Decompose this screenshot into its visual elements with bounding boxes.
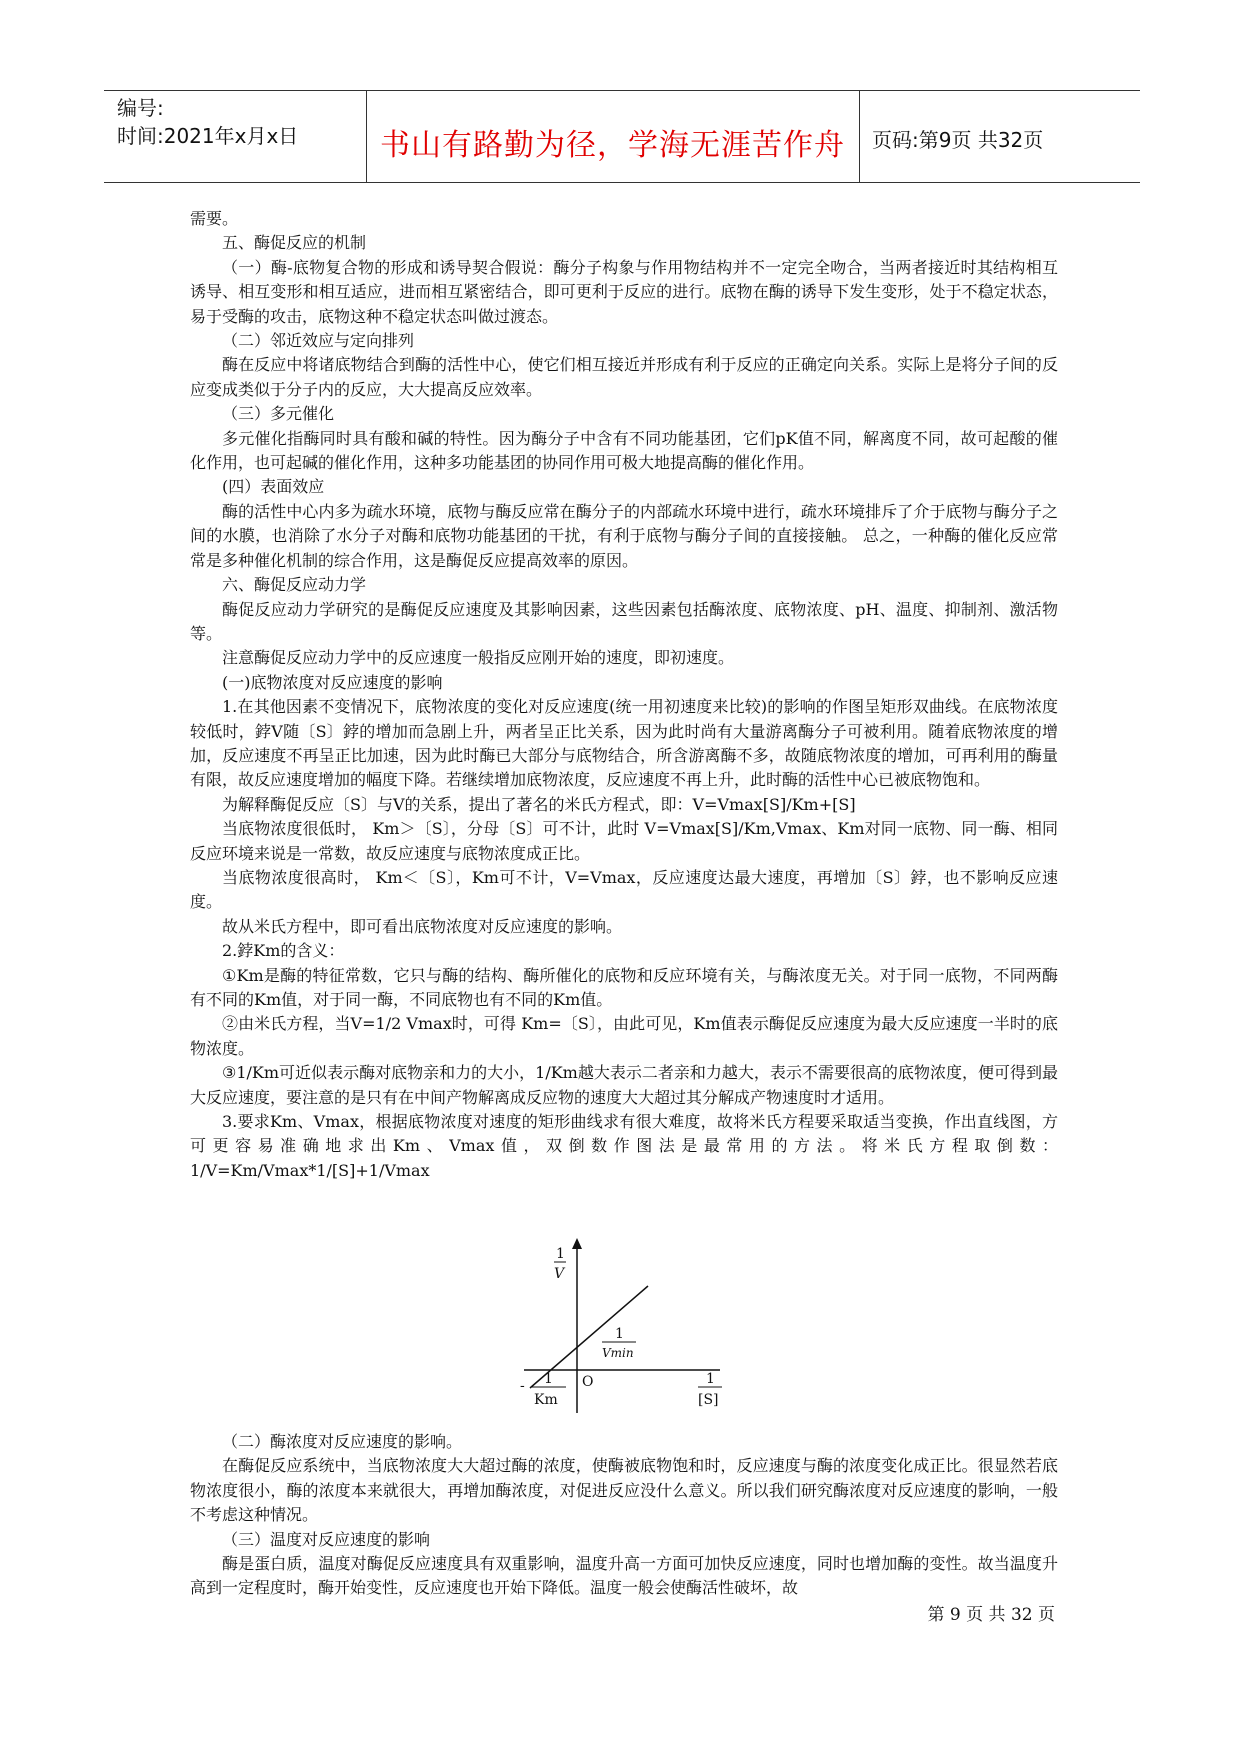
subsection-heading: （三）多元催化 [222,404,335,424]
paragraph: 需要。 [190,209,239,228]
paragraph: 酶的活性中心内多为疏水环境，底物与酶反应常在酶分子的内部疏水环境中进行，疏水环境排斥了介于底物与酶分子之间的水膜，也消除了水分子对酶和底物功能基团的干扰，有利于底物与酶分子间的直接接触。 总之，一种酶的催化反应常常是多种催化机制的综合作用，这是酶促反应提高效率的原因。 [190,501,1058,570]
paragraph: 多元催化指酶同时具有酸和碱的特性。因为酶分子中含有不同功能基团，它们pK值不同，解离度不同，故可起酸的催化作用，也可起碱的催化作用，这种多功能基团的协同作用可极大地提高酶的催化作用。 [190,428,1058,473]
x-intercept-sign: - [520,1378,525,1394]
paragraph: 1.在其他因素不变情况下，底物浓度的变化对反应速度(统一用初速度来比较)的影响的作图呈矩形双曲线。在底物浓度较低时，鋍V随〔S〕鋍的增加而急剧上升，两者呈正比关系，因为此时尚有大量游离酶分子可被利用。随着底物浓度的增加，反应速度不再呈正比加速，因为此时酶已大部分与底物结合，所含游离酶不多，故随底物浓度的增加，可再利用的酶量有限，故反应速度增加的幅度下降。若继续增加底物浓度，反应速度不再上升，此时酶的活性中心已被底物饱和。 [190,697,1058,790]
subsection-heading: （二）邻近效应与定向排列 [222,331,415,351]
header-top-rule [104,90,1140,91]
y-axis-arrow [572,1238,582,1249]
paragraph: ①Km是酶的特征常数，它只与酶的结构、酶所催化的底物和反应环境有关，与酶浓度无关。对于同一底物，不同两酶有不同的Km值，对于同一酶，不同底物也有不同的Km值。 [190,965,1058,1009]
paragraph: 2.鋍Km的含义： [222,941,345,961]
x-label-denominator: [S] [698,1392,719,1408]
header-bottom-rule [104,182,1140,183]
paragraph: 当底物浓度很高时， Km＜〔S〕，Km可不计，V=Vmax，反应速度达最大速度，再增加〔S〕鋍，也不影响反应速度。 [190,867,1058,912]
page-footer: 第 9 页 共 32 页 [927,1605,1055,1625]
paragraph: 当底物浓度很低时， Km＞〔S〕，分母〔S〕可不计，此时 V=Vmax[S]/Km,Vmax、Km对同一底物、同一酶、相同反应环境来说是一常数，故反应速度与底物浓度成正比。 [190,819,1058,863]
document-body [190,207,1058,1183]
paragraph: 故从米氏方程中，即可看出底物浓度对反应速度的影响。 [222,916,623,936]
section-heading: 六、酶促反应动力学 [222,575,367,595]
paragraph: ②由米氏方程，当V=1/2 Vmax时，可得 Km=〔S〕，由此可见，Km值表示酶促反应速度为最大反应速度一半时的底物浓度。 [190,1014,1058,1058]
paragraph: （一）酶-底物复合物的形成和诱导契合假说：酶分子构象与作用物结构并不一定完全吻合，当两者接近时其结构相互诱导、相互变形和相互适应，进而相互紧密结合，即可更利于反应的进行。底物在酶的诱导下发生变形，处于不稳定状态，易于受酶的攻击，底物这种不稳定状态叫做过渡态。 [190,257,1058,326]
origin-label: O [582,1374,594,1390]
paragraph: 为解释酶促反应〔S〕与V的关系，提出了著名的米氏方程式，即：V=Vmax[S]/Km+[S] [222,794,856,814]
x-intercept-denominator: Km [534,1392,558,1408]
paragraph: 3.要求Km、Vmax，根据底物浓度对速度的矩形曲线求有很大难度，故将米氏方程要采取适当变换，作出直线图，方可更容易准确地求出Km、Vmax值，双倒数作图法是最常用的方法。将米氏方程取倒数：1/V=Km/Vmax*1/[S]+1/Vmax [190,1112,1058,1180]
double-reciprocal-plot [520,1238,730,1416]
x-label-numerator: 1 [706,1371,715,1387]
time-label: 时间:2021年x月x日 [117,124,299,148]
header-page-info: 页码:第9页 共32页 [872,128,1044,152]
header-motto: 书山有路勤为径，学海无涯苦作舟 [380,128,845,163]
subsection-heading: （三）温度对反应速度的影响 [222,1529,431,1549]
slope-label-numerator: 1 [615,1326,624,1342]
paragraph: 酶在反应中将诸底物结合到酶的活性中心，使它们相互接近并形成有利于反应的正确定向关系。实际上是将分子间的反应变成类似于分子内的反应，大大提高反应效率。 [190,355,1058,399]
x-intercept-numerator: 1 [544,1371,553,1387]
serial-label: 编号: [117,96,164,120]
subsection-heading: (一)底物浓度对反应速度的影响 [222,672,443,692]
header-left-block [117,94,298,150]
paragraph: ③1/Km可近似表示酶对底物亲和力的大小，1/Km越大表示二者亲和力越大，表示不需要很高的底物浓度，便可得到最大反应速度，要注意的是只有在中间产物解离成反应物的速度大大超过其分解成产物速度时才适用。 [190,1063,1058,1107]
paragraph: 在酶促反应系统中，当底物浓度大大超过酶的浓度，使酶被底物饱和时，反应速度与酶的浓度变化成正比。很显然若底物浓度很小，酶的浓度本来就很大，再增加酶浓度，对促进反应没什么意义。所以我们研究酶浓度对反应速度的影响，一般不考虑这种情况。 [190,1456,1058,1525]
subsection-heading: (四）表面效应 [222,477,325,497]
paragraph: 酶促反应动力学研究的是酶促反应速度及其影响因素，这些因素包括酶浓度、底物浓度、pH、温度、抑制剂、激活物等。 [190,599,1058,643]
header-divider-right [859,90,860,182]
document-body-continued [190,1430,1058,1601]
paragraph: 注意酶促反应动力学中的反应速度一般指反应刚开始的速度，即初速度。 [222,648,735,668]
slope-label-denominator: Vmin [602,1346,634,1360]
y-label-numerator: 1 [556,1246,565,1262]
section-heading: 五、酶促反应的机制 [222,233,367,253]
y-label-denominator: V [554,1266,565,1282]
paragraph: 酶是蛋白质，温度对酶促反应速度具有双重影响，温度升高一方面可加快反应速度，同时也增加酶的变性。故当温度升高到一定程度时，酶开始变性，反应速度也开始下降低。温度一般会使酶活性破坏，故 [190,1554,1058,1598]
subsection-heading: （二）酶浓度对反应速度的影响。 [222,1432,463,1451]
